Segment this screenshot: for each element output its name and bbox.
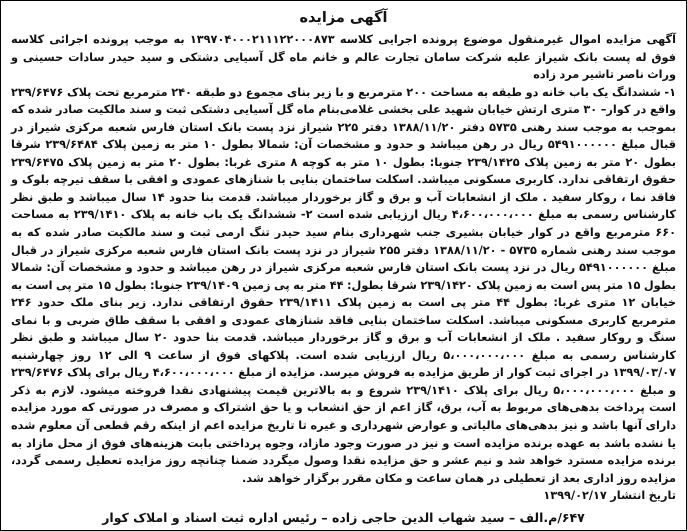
signature-line: ۶۴۷/م.الف – سید شهاب الدین حاجی زاده – رئیس اداره ثبت اسناد و املاک کوار bbox=[102, 509, 585, 525]
notice-intro: آگهی مزایده اموال غیرمنقول موضوع پرونده اجرایی کلاسه ۱۳۹۷۰۴۰۰۰۲۱۱۱۲۲۰۰۰۸۷۳ به موجب پرونده اجرائی کلاسه فوق له پست بانک شیراز علیه شرکت سامان تجارت عالم و خانم ماه گل آسیایی دشتکی و سید حیدر سادات حسینی و وراث ناصر تاشیر مرد زاده bbox=[11, 33, 676, 82]
notice-body bbox=[11, 31, 676, 505]
notice-items: ۱- ششدانگ یک باب خانه دو طبقه به مساحت ۲۰۰ مترمربع و با زیر بنای مجموع دو طبقه ۲۴۰ مترمربع تحت پلاک ۲۳۹/۶۴۷۶ واقع در کوار– ۳۰ متری ارتش خیابان شهید علی بخشی غلامی‌بنام ماه گل آسیایی دشتکی ثبت و سند مالکیت صادر شده که بموجب به موجب سند رهنی ۵۷۳۵ دفتر ۱۳۸۸/۱۱/۲۰ دفتر ۲۲۵ شیراز نزد پست بانک استان فارس شعبه مرکزی شیراز در قبال مبلغ ۵۴۹۱۰۰۰۰۰۰ ریال در رهن میباشد و حدود و مشخصات آن: شمالا بطول ۱۰ متر به زمین پلاک ۲۳۹/۶۴۸۴ شرقا بطول ۲۰ متر به زمین پلاک ۲۳۹/۱۴۲۵ جنوبا: بطول ۱۰ متر به کوچه ۸ متری غربا: بطول ۲۰ متر به زمین پلاک ۲۳۹/۶۴۷۵ حقوق ارتفاقی ندارد. کاربری مسکونی میباشد. اسکلت ساختمان بنایی با شنازهای عمودی و افقی با سقف تیرچه بلوک و فاقد نما ، روکار سفید . ملک از انشعابات آب و برق و گاز برخوردار میباشد. قدمت بنا حدود ۱۴ سال میباشد و طبق نظر کارشناس رسمی به مبلغ ۴،۶۰۰،۰۰۰،۰۰۰ ریال ارزیابی شده است ۲- ششدانگ یک باب خانه به پلاک ۲۳۹/۱۴۱۰ به مساحت ۶۶۰ مترمربع واقع در کوار خیابان بشیری جنب شهرداری بنام سید حیدر تنگ ارمی ثبت و سند مالکیت صادر شده که به موجب سند رهنی شماره ۵۷۳۵ - ۱۳۸۸/۱۱/۲۰ دفتر ۲۵۵ شیراز در نزد پست بانک استان فارس شعبه مرکزی شیراز در قبال مبلغ ۵۴۹۱۰۰۰۰۰۰ ریال در نزد پست بانک استان فارس شعبه مرکزی شیراز در رهن میباشد و حدود و مشخصات آن: شمالا بطول ۱۵ متر پس است به زمین پلاک ۲۳۹/۱۴۲۰ شرقا بطول: ۴۴ متر به پی زمین ۲۳۹/۱۴۰۹ جنوبا: بطول ۱۵ متر پی است به خیابان ۱۲ متری غربا: بطول ۴۴ متر پی است به زمین پلاک ۲۳۹/۱۴۱۱ حقوق ارتفاقی ندارد. زیر بنای ملک حدود ۲۴۶ مترمربع کاربری مسکونی میباشد. اسکلت ساختمان بنایی فاقد شنازهای عمودی و افقی با سقف طاق ضربی و با نمای سنگ و روکار سفید . ملک از انشعابات آب و برق و گاز برخوردار میباشد. قدمت بنا حدود ۲۰ سال میباشد و طبق نظر کارشناس رسمی به مبلغ ۵،۰۰۰،۰۰۰،۰۰۰ ریال ارزیابی شده است. پلاکهای فوق از ساعت ۹ الی ۱۲ روز چهارشنبه ۱۳۹۹/۰۳/۰۷ در اجرای ثبت کوار از طریق مزایده به فروش میرسد. مزایده از مبلغ ۴،۶۰۰،۰۰۰،۰۰۰ ریال برای پلاک ۲۳۹/۶۴۷۶ و مبلغ ۵،۰۰۰،۰۰۰،۰۰۰ ریال برای پلاک ۲۳۹/۱۴۱۰ شروع و به بالاترین قیمت پیشنهادی نقدا فروخته میشود. لازم به ذکر است پرداخت بدهی‌های مربوط به آب، برق، گاز اعم از حق انشعاب و یا حق اشتراک و مصرف در صورتی که مورد مزایده دارای آنها باشد و نیز بدهی‌های مالیاتی و عوارض شهرداری و غیره تا تاریخ مزایده اعم از اینکه رقم قطعی آن معلوم شده یا نشده باشد به عهده برنده مزایده است و نیز در صورت وجود مازاد، وجوه پرداختی بابت هزینه‌های فوق از محل مازاد به برنده مزایده مسترد خواهد شد و نیم عشر و حق مزایده نقدا وصول میگردد ضمنا چنانچه روز مزایده تعطیل رسمی گردد، مزایده روز اداری بعد از تعطیلی در همان ساعت و مکان مقرر برگزار خواهد شد. bbox=[11, 85, 677, 485]
publish-date: تاریخ انتشار ۱۳۹۹/۰۲/۱۷ bbox=[543, 489, 676, 503]
notice-title: آگهی مزایده bbox=[299, 10, 388, 26]
